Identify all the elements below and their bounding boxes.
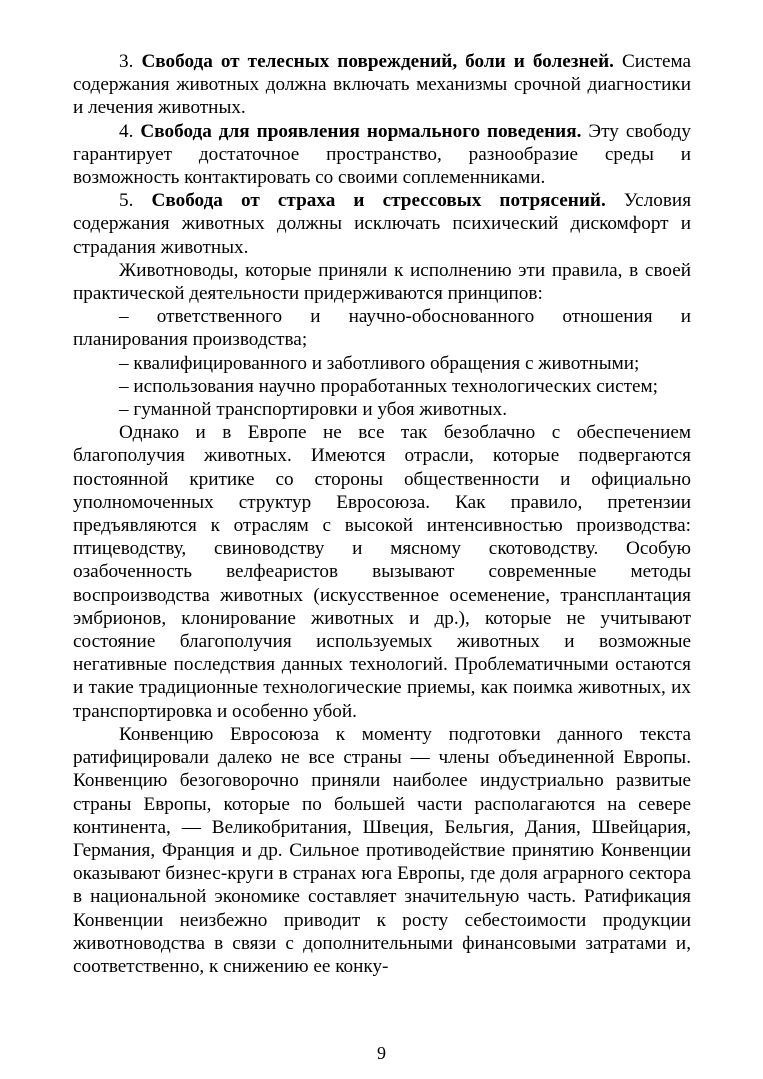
body-text	[73, 50, 691, 978]
principles-intro: Животноводы, которые приняли к исполнению эти правила, в своей практической деятельности придерживаются принципов:	[73, 259, 691, 305]
freedom-3-paragraph	[73, 50, 691, 120]
freedom-3-title: Свобода от телесных повреждений, боли и болезней.	[141, 51, 614, 72]
principle-item: – квалифицированного и заботливого обращения с животными;	[119, 352, 640, 374]
freedom-4-text: Эту свободу гарантирует достаточное пространство, разнообразие среды и возможность контактировать со своими соплеменниками.	[73, 120, 692, 189]
freedom-5-title: Свобода от страха и стрессовых потрясений.	[151, 190, 606, 212]
principle-item: – использования научно проработанных технологических систем;	[119, 375, 658, 397]
page-number: 9	[377, 1043, 386, 1063]
freedom-5-text: Условия содержания животных должны исключать психический дискомфорт и страдания животных.	[73, 190, 692, 258]
freedom-3-text: Система содержания животных должна включать механизмы срочной диагностики и лечения животных.	[73, 51, 691, 119]
freedom-4-paragraph	[73, 120, 691, 190]
freedom-3-number: 3.	[119, 51, 134, 72]
principle-item: – гуманной транспортировки и убоя животных.	[119, 399, 508, 421]
freedom-4-number: 4.	[119, 120, 134, 142]
freedom-5-number: 5.	[119, 190, 134, 212]
convention-paragraph: Конвенцию Евросоюза к моменту подготовки данного текста ратифицировали далеко не все страны — члены объединенной Европы. Конвенцию безоговорочно приняли наиболее индустриально развитые страны Европы, которые по большей части располагаются на севере континента, — Великобритания, Швеция, Бельгия, Дания, Швейцария, Германия, Франция и др. Сильное противодействие принятию Конвенции оказывают бизнес-круги в странах юга Европы, где доля аграрного сектора в национальной экономике составляет значительную часть. Ратификация Конвенции неизбежно приводит к росту себестоимости продукции животноводства в связи с дополнительными финансовыми затратами и, соответственно, к снижению ее конку-	[73, 723, 691, 977]
europe-paragraph: Однако и в Европе не все так безоблачно с обеспечением благополучия животных. Имеются отрасли, которые подвергаются постоянной критике со стороны общественности и официально уполномоченных структур Евросоюза. Как правило, претензии предъявляются к отраслям с высокой интенсивностью производства: птицеводству, свиноводству и мясному скотоводству. Особую озабоченность велфеаристов вызывают современные методы воспроизводства животных (искусственное осеменение, трансплантация эмбрионов, клонирование животных и др.), которые не учитывают состояние благополучия используемых животных и возможные негативные последствия данных технологий. Проблематичными остаются и такие традиционные технологические приемы, как поимка животных, их транспортировка и особенно убой.	[73, 422, 691, 722]
principle-item: – ответственного и научно-обоснованного отношения и планирования производства;	[73, 306, 691, 351]
freedom-4-title: Свобода для проявления нормального поведения.	[140, 120, 582, 142]
freedom-5-paragraph	[73, 189, 691, 259]
